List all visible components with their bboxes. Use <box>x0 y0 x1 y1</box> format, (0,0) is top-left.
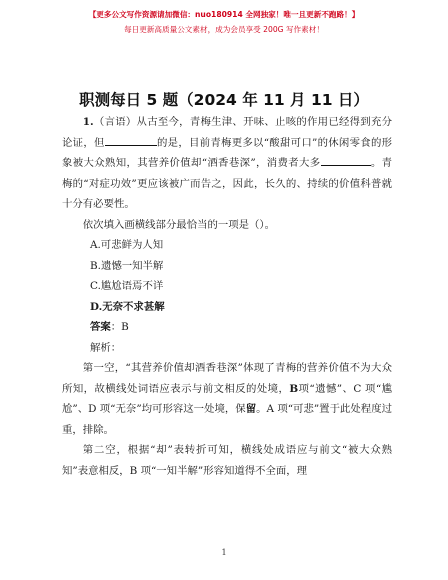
analysis-p1-e: 。A 项“可悲”置于此处程度过重，排除。 <box>62 403 392 436</box>
document-body <box>62 112 392 481</box>
fill-blank-1 <box>105 134 157 146</box>
promo-banner-line-1: 【更多公文写作资源请加微信：nuo180914 全网独家！唯一且更新不跑路！】 <box>88 10 360 19</box>
question-number: 1. <box>82 116 94 128</box>
analysis-p1-b: B <box>289 382 299 395</box>
answer-label: 答案 <box>90 321 111 333</box>
question-text-a: （言语）从古至今，青梅生津、开味、止咳的作用已经得到充分论证，但 <box>62 116 392 149</box>
promo-banner-line-2: 每日更新高质量公文素材，成为会员享受 200G 写作素材！ <box>124 25 324 34</box>
page-title: 职测每日 5 题（2024 年 11 月 11 日） <box>79 91 369 109</box>
question-text-c: 。青梅的“对症功效”更应该被广而告之，因此，长久的、持续的价值科普就十分有必要性。 <box>62 157 393 210</box>
answer-value: ：B <box>110 321 129 333</box>
option-a: A.可悲鲜为人知 <box>90 239 164 251</box>
analysis-p1-c: 项“遗憾”、C 项“尴尬”、D 项“无奈”均可形容这一处境，保 <box>62 382 392 415</box>
option-b: B.遗憾一知半解 <box>90 259 164 272</box>
option-c: C.尴尬语焉不详 <box>90 280 164 292</box>
analysis-paragraph-2: 第二空，根据“却”表转折可知，横线处成语应与前文“被大众熟知”表意相反，B 项“一知半解”形容知道得不全面，理 <box>62 444 392 477</box>
analysis-paragraph-1 <box>62 358 392 440</box>
fill-blank-2 <box>321 154 371 166</box>
question-stem <box>62 112 392 215</box>
question-text-b: 的是，目前青梅更多以“酸甜可口”的休闲零食的形象被大众熟知，其营养价值却“酒香巷深”，消费者大多 <box>62 136 393 169</box>
question-prompt: 依次填入画横线部分最恰当的一项是（）。 <box>82 218 276 231</box>
answer-line <box>62 317 392 338</box>
option-d: D.无奈不求甚解 <box>90 300 165 313</box>
analysis-label: 解析： <box>90 341 122 354</box>
analysis-p1-a: 第一空，“其营养价值却酒香巷深”体现了青梅的营养价值不为大众所知，故横线处词语应表示与前文相反的处境， <box>62 362 392 395</box>
analysis-p1-d: 留 <box>245 403 257 415</box>
page-number: 1 <box>221 548 227 557</box>
